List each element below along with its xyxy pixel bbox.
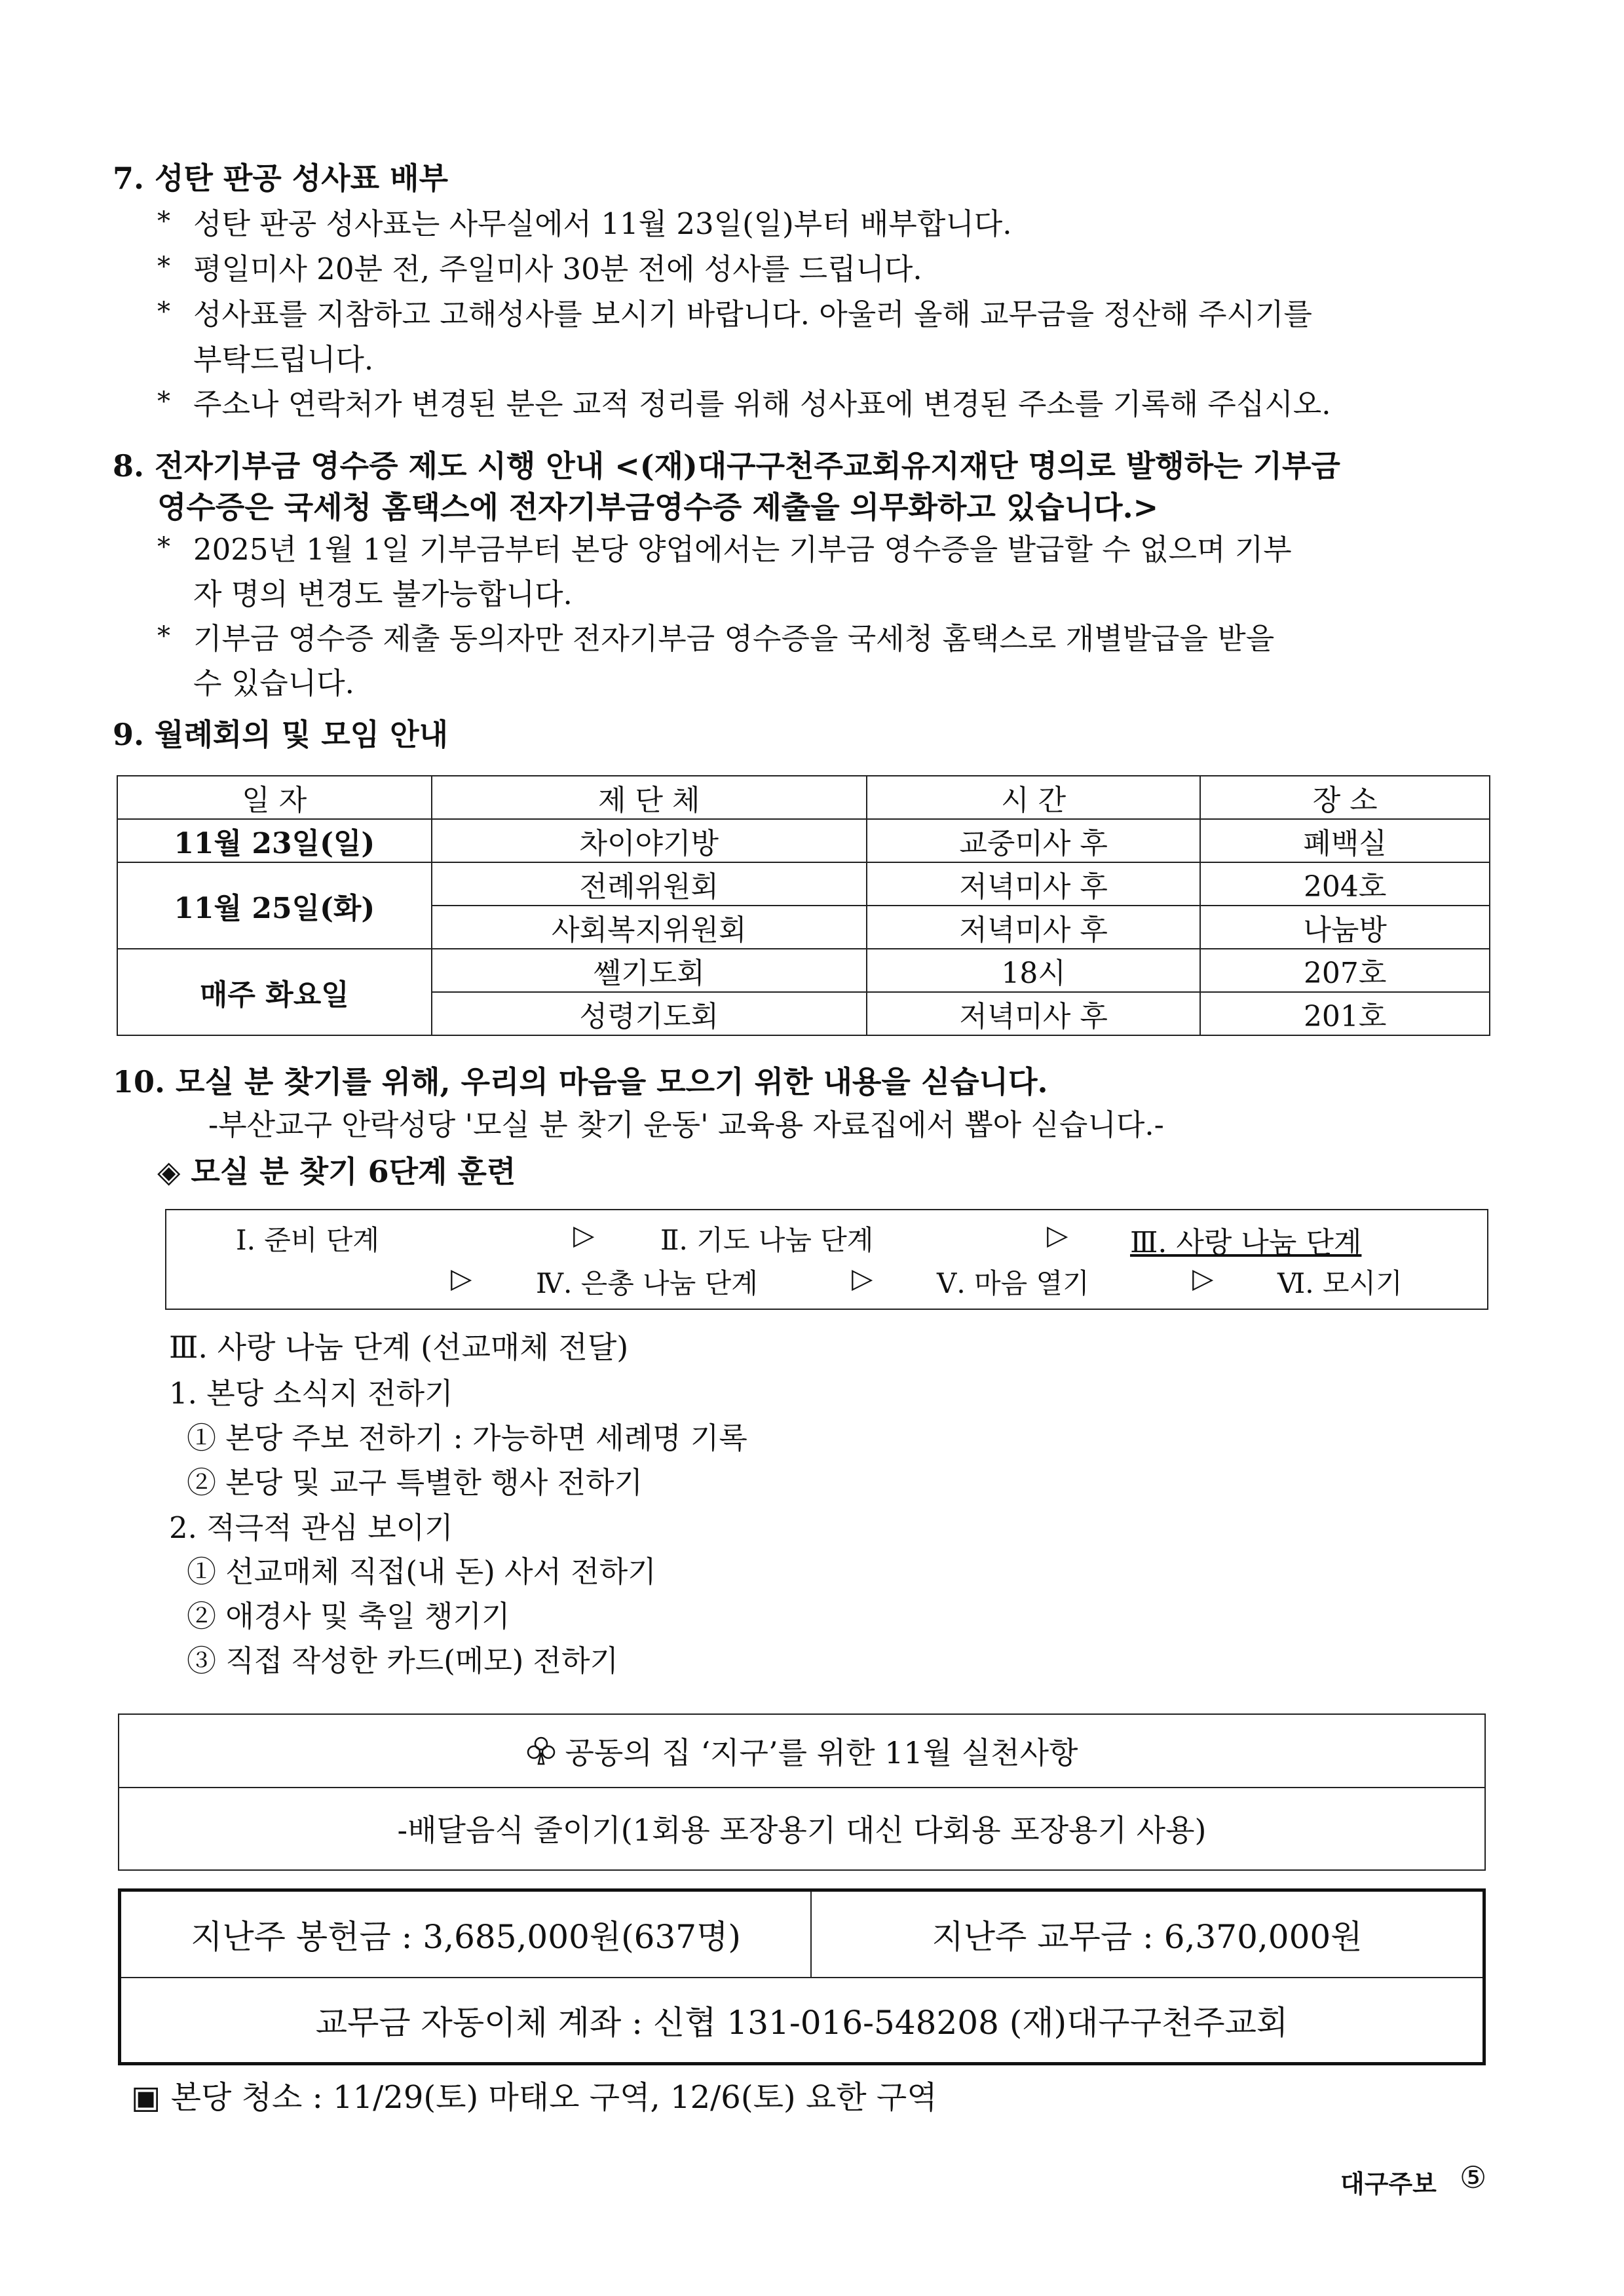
date-cell: 매주 화요일	[117, 949, 432, 1035]
earth-practice-title: 공동의 집 ‘지구’를 위한 11월 실천사항	[565, 1735, 1078, 1770]
earth-practice-box	[118, 1713, 1486, 1871]
section-8-item: 수 있습니다.	[193, 666, 354, 700]
stage-line: 1. 본당 소식지 전하기	[169, 1376, 453, 1411]
section-7-title: 7. 성탄 판공 성사표 배부	[113, 161, 449, 196]
earth-practice-body: -배달음식 줄이기(1회용 포장용기 대신 다회용 포장용기 사용)	[397, 1812, 1207, 1848]
section-8-item: 자 명의 변경도 불가능합니다.	[193, 577, 573, 611]
finance-box	[118, 1888, 1486, 2065]
header-place: 장 소	[1200, 776, 1490, 819]
step-4: Ⅳ. 은총 나눔 단계	[536, 1267, 758, 1299]
date-cell: 11월 25일(화)	[117, 862, 432, 949]
section-8-title: 8. 전자기부금 영수증 제도 시행 안내 <(재)대구구천주교회유지재단 명의로 발행하는 기부금	[113, 448, 1340, 484]
arrow-icon: ▷	[852, 1262, 873, 1294]
earth-practice-header	[119, 1715, 1484, 1788]
section-8-title-cont: 영수증은 국세청 홈택스에 전자기부금영수증 제출을 의무화하고 있습니다.>	[157, 489, 1159, 525]
table-row	[117, 819, 1490, 862]
time-cell: 교중미사 후	[867, 819, 1201, 862]
header-time: 시 간	[867, 776, 1201, 819]
org-cell: 쎌기도회	[432, 949, 867, 992]
stage-line: ③ 직접 작성한 카드(메모) 전하기	[187, 1643, 618, 1678]
section-7-item: 성사표를 지참하고 고해성사를 보시기 바랍니다. 아울러 올해 교무금을 정산해 주시기를	[193, 297, 1312, 332]
time-cell: 저녁미사 후	[867, 862, 1201, 906]
step-2: Ⅱ. 기도 나눔 단계	[660, 1224, 874, 1256]
stage-title: Ⅲ. 사랑 나눔 단계 (선교매체 전달)	[169, 1330, 629, 1365]
step-1: Ⅰ. 준비 단계	[236, 1224, 379, 1256]
dues-cell: 지난주 교무금 : 6,370,000원	[812, 1892, 1482, 1978]
stage-line: ② 본당 및 교구 특별한 행사 전하기	[187, 1465, 643, 1500]
place-cell: 나눔방	[1200, 906, 1490, 949]
step-3-current: Ⅲ. 사랑 나눔 단계	[1130, 1226, 1362, 1259]
arrow-icon: ▷	[451, 1262, 472, 1294]
org-cell: 전례위원회	[432, 862, 867, 906]
step-5: Ⅴ. 마음 열기	[937, 1267, 1089, 1299]
place-cell: 204호	[1200, 862, 1490, 906]
section-7-item: 성탄 판공 성사표는 사무실에서 11월 23일(일)부터 배부합니다.	[193, 206, 1012, 241]
arrow-icon: ▷	[573, 1219, 595, 1251]
bullet: *	[157, 387, 170, 417]
bulletin-name: 대구주보	[1340, 2170, 1437, 2198]
header-date: 일 자	[117, 776, 432, 819]
bullet: *	[157, 621, 170, 651]
offering-cell: 지난주 봉헌금 : 3,685,000원(637명)	[121, 1892, 812, 1978]
section-7-item: 주소나 연락처가 변경된 분은 교적 정리를 위해 성사표에 변경된 주소를 기록해 주십시오.	[193, 387, 1331, 421]
time-cell: 저녁미사 후	[867, 906, 1201, 949]
section-10-title: 10. 모실 분 찾기를 위해, 우리의 마음을 모으기 위한 내용을 싣습니다.	[113, 1064, 1048, 1100]
place-cell: 207호	[1200, 949, 1490, 992]
org-cell: 사회복지위원회	[432, 906, 867, 949]
stage-line: ② 애경사 및 축일 챙기기	[187, 1599, 510, 1634]
org-cell: 성령기도회	[432, 992, 867, 1035]
stage-line: ① 본당 주보 전하기 : 가능하면 세례명 기록	[187, 1421, 747, 1455]
club-icon	[526, 1736, 556, 1766]
bullet: *	[157, 252, 170, 282]
step-6: Ⅵ. 모시기	[1277, 1267, 1403, 1299]
org-cell: 차이야기방	[432, 819, 867, 862]
arrow-icon: ▷	[1192, 1262, 1214, 1294]
section-9-title: 9. 월례회의 및 모임 안내	[113, 717, 449, 752]
account-cell: 교무금 자동이체 계좌 : 신협 131-016-548208 (재)대구구천주교회	[315, 2004, 1289, 2042]
table-header-row	[117, 776, 1490, 819]
section-7-item: 평일미사 20분 전, 주일미사 30분 전에 성사를 드립니다.	[193, 252, 922, 286]
time-cell: 저녁미사 후	[867, 992, 1201, 1035]
section-8-item: 2025년 1월 1일 기부금부터 본당 양업에서는 기부금 영수증을 발급할 수 없으며 기부	[193, 532, 1292, 567]
section-8-item: 기부금 영수증 제출 동의자만 전자기부금 영수증을 국세청 홈택스로 개별발급을 받을	[193, 621, 1275, 656]
stage-line: 2. 적극적 관심 보이기	[169, 1510, 453, 1545]
bullet: *	[157, 297, 170, 327]
table-row	[117, 949, 1490, 992]
section-7-item: 부탁드립니다.	[193, 342, 374, 377]
bullet: *	[157, 532, 170, 562]
date-cell: 11월 23일(일)	[117, 819, 432, 862]
header-org: 제 단 체	[432, 776, 867, 819]
place-cell: 201호	[1200, 992, 1490, 1035]
bullet: *	[157, 206, 170, 237]
section-10-subtitle: -부산교구 안락성당 '모실 분 찾기 운동' 교육용 자료집에서 뽑아 싣습니다.-	[208, 1107, 1164, 1142]
arrow-icon: ▷	[1047, 1219, 1068, 1251]
place-cell: 폐백실	[1200, 819, 1490, 862]
page-number: ⑤	[1460, 2160, 1487, 2195]
cleaning-notice: ▣ 본당 청소 : 11/29(토) 마태오 구역, 12/6(토) 요한 구역	[131, 2079, 937, 2116]
meeting-table	[117, 775, 1490, 1036]
stage-line: ① 선교매체 직접(내 돈) 사서 전하기	[187, 1554, 656, 1589]
time-cell: 18시	[867, 949, 1201, 992]
training-title: ◈ 모실 분 찾기 6단계 훈련	[157, 1154, 516, 1189]
table-row	[117, 862, 1490, 906]
